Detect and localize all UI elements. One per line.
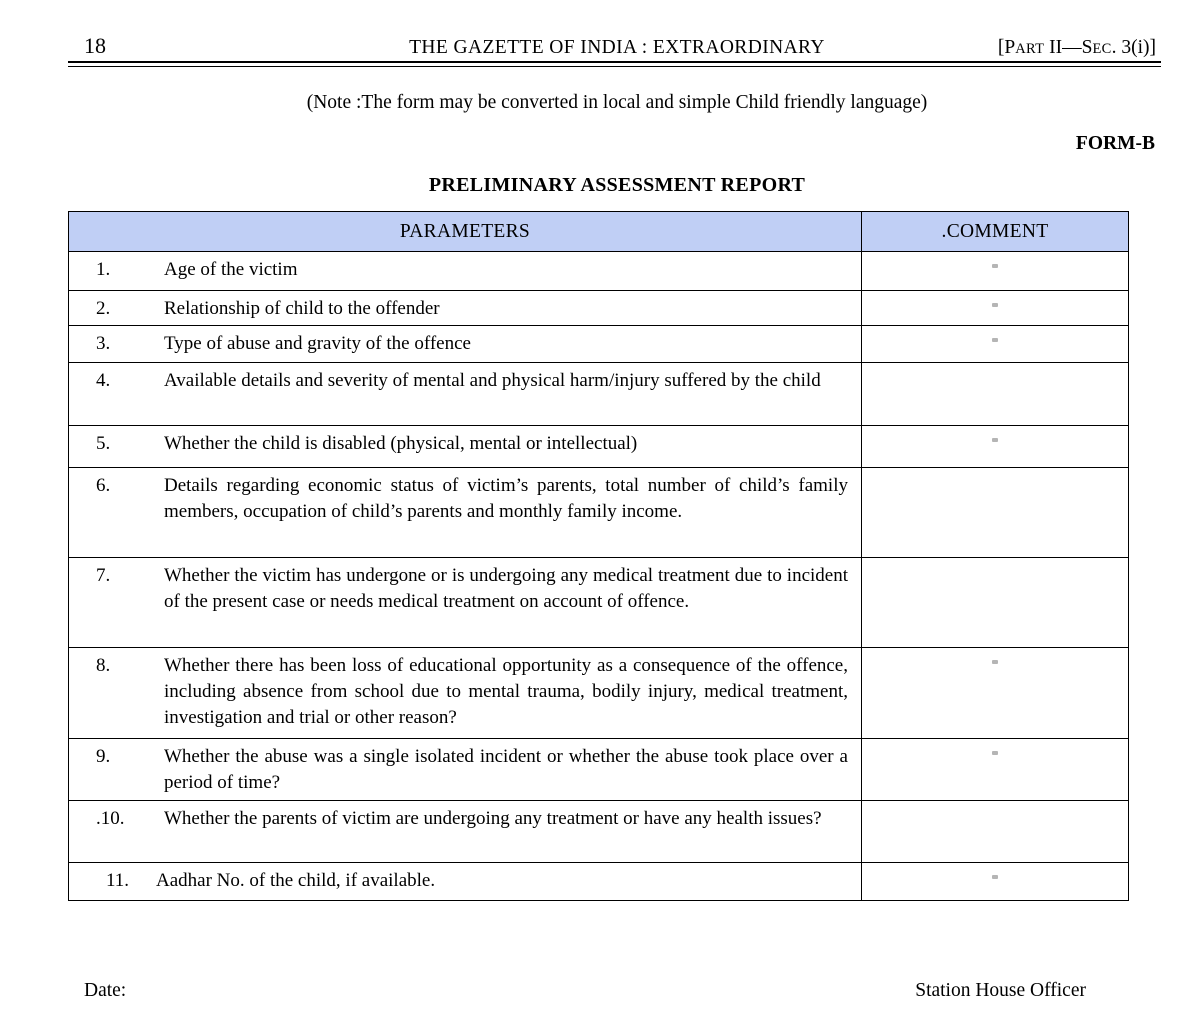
- parameter-text: Aadhar No. of the child, if available.: [156, 870, 436, 891]
- parameter-cell: [69, 326, 862, 363]
- table-row: [69, 363, 1129, 426]
- comment-cell: [862, 426, 1129, 468]
- parameter-text: Type of abuse and gravity of the offence: [164, 333, 471, 354]
- gazette-title: THE GAZETTE OF INDIA : EXTRAORDINARY: [409, 37, 825, 58]
- page-number: 18: [84, 33, 106, 58]
- parameter-text: Details regarding economic status of victim’s parents, total number of child’s family members, occupation of child’s parents and monthly family income.: [164, 475, 848, 522]
- part-sec-smallcaps: ART: [1015, 41, 1045, 57]
- form-label: FORM-B: [1075, 133, 1155, 154]
- parameter-cell: [69, 739, 862, 801]
- part-sec-segment: [P: [997, 37, 1016, 58]
- row-number: 9.: [96, 746, 111, 767]
- parameter-text: Whether there has been loss of educational opportunity as a consequence of the offence, including absence from school due to mental trauma, bodily injury, medical treatment, investigation and trial or other reason?: [164, 655, 848, 728]
- column-header-comment: .COMMENT: [862, 212, 1129, 252]
- comment-cell: [862, 326, 1129, 363]
- comment-mark: [992, 875, 998, 879]
- parameter-text: Age of the victim: [164, 259, 298, 280]
- table-row: [69, 648, 1129, 739]
- parameter-cell: [69, 558, 862, 648]
- table-row: [69, 863, 1129, 901]
- parameter-cell: [69, 426, 862, 468]
- table-row: [69, 426, 1129, 468]
- comment-mark: [992, 303, 998, 307]
- parameter-cell: [69, 252, 862, 291]
- parameter-cell: [69, 291, 862, 326]
- comment-cell: [862, 291, 1129, 326]
- row-number: 3.: [96, 333, 111, 354]
- comment-cell: [862, 863, 1129, 901]
- row-number: 11.: [106, 870, 130, 891]
- row-number: 7.: [96, 565, 111, 586]
- signature-label: Station House Officer: [915, 980, 1086, 1001]
- comment-cell: [862, 252, 1129, 291]
- note-line: (Note :The form may be converted in local and simple Child friendly language): [306, 92, 928, 113]
- row-number: 5.: [96, 433, 111, 454]
- parameter-text: Available details and severity of mental and physical harm/injury suffered by the child: [164, 370, 821, 391]
- comment-mark: [992, 338, 998, 342]
- parameter-cell: [69, 363, 862, 426]
- report-title: PRELIMINARY ASSESSMENT REPORT: [428, 174, 806, 196]
- comment-cell: [862, 363, 1129, 426]
- part-sec-segment: II—S: [1044, 37, 1093, 58]
- comment-cell: [862, 739, 1129, 801]
- parameter-text: Whether the abuse was a single isolated incident or whether the abuse took place over a period of time?: [164, 746, 848, 793]
- comment-cell: [862, 801, 1129, 863]
- parameter-text: Whether the child is disabled (physical, mental or intellectual): [164, 433, 638, 454]
- column-header-parameters: PARAMETERS: [69, 212, 862, 252]
- comment-mark: [992, 751, 998, 755]
- table-row: [69, 558, 1129, 648]
- row-number: 2.: [96, 298, 111, 319]
- table-row: [69, 291, 1129, 326]
- parameter-text: Whether the parents of victim are undergoing any treatment or have any health issues?: [164, 808, 822, 829]
- assessment-table: [68, 211, 1129, 901]
- comment-mark: [992, 438, 998, 442]
- parameter-cell: [69, 468, 862, 558]
- comment-cell: [862, 648, 1129, 739]
- comment-mark: [992, 264, 998, 268]
- comment-mark: [992, 660, 998, 664]
- header-divider: [68, 61, 1161, 67]
- table-row: [69, 252, 1129, 291]
- date-label: Date:: [84, 980, 127, 1001]
- part-sec-segment: . 3(i)]: [1111, 37, 1156, 58]
- comment-cell: [862, 558, 1129, 648]
- parameter-text: Relationship of child to the offender: [164, 298, 440, 319]
- parameter-text: Whether the victim has undergone or is undergoing any medical treatment due to incident of the present case or needs medical treatment on account of offence.: [164, 565, 848, 612]
- row-number: 8.: [96, 655, 111, 676]
- part-section-label: [998, 37, 1156, 59]
- row-number: .10.: [96, 808, 125, 829]
- table-row: [69, 326, 1129, 363]
- row-number: 1.: [96, 259, 111, 280]
- part-sec-smallcaps: EC: [1092, 41, 1112, 57]
- parameter-cell: [69, 863, 862, 901]
- table-row: [69, 801, 1129, 863]
- row-number: 4.: [96, 370, 111, 391]
- table-header-row: [69, 212, 1129, 252]
- comment-cell: [862, 468, 1129, 558]
- parameter-cell: [69, 648, 862, 739]
- table-row: [69, 468, 1129, 558]
- row-number: 6.: [96, 475, 111, 496]
- parameter-cell: [69, 801, 862, 863]
- table-row: [69, 739, 1129, 801]
